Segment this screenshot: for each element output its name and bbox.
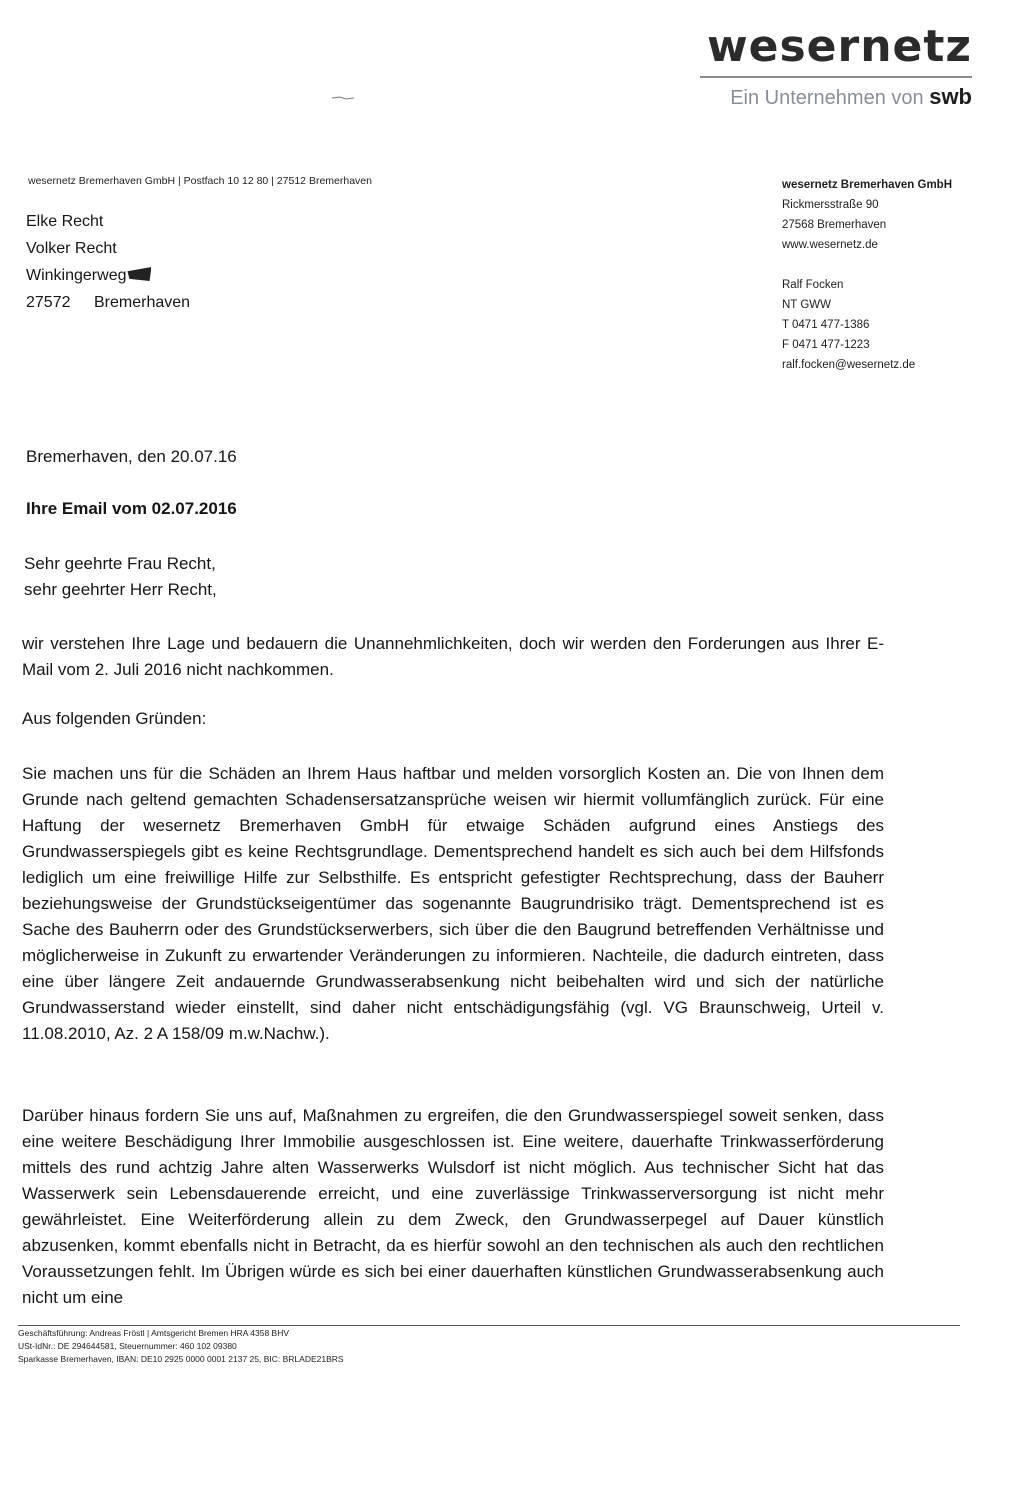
footer-management: Geschäftsführung: Andreas Fröstl | Amtsgericht Bremen HRA 4358 BHV: [18, 1328, 290, 1338]
recipient-name-2: Volker Recht: [26, 240, 117, 257]
company-street: Rickmersstraße 90: [782, 199, 879, 211]
footer-bank: Sparkasse Bremerhaven, IBAN: DE10 2925 0000 0001 2137 25, BIC: BRLADE21BRS: [18, 1354, 344, 1364]
contact-fax: F 0471 477-1223: [782, 339, 870, 351]
contact-department: NT GWW: [782, 299, 831, 311]
logo-tagline: [700, 84, 972, 111]
company-name: wesernetz Bremerhaven GmbH: [782, 179, 953, 191]
body-paragraph-2: Aus folgenden Gründen:: [22, 709, 207, 728]
recipient-street: Winkingerweg: [26, 267, 127, 284]
salutation-line-1: Sehr geehrte Frau Recht,: [24, 554, 216, 573]
body-paragraph-1: wir verstehen Ihre Lage und bedauern die Unannehmlichkeiten, doch wir werden den Forderungen aus Ihrer E-Mail vom 2. Juli 2016 nicht nachkommen.: [22, 634, 884, 679]
logo-parent-brand: swb: [929, 84, 972, 109]
letter-date: Bremerhaven, den 20.07.16: [26, 447, 237, 466]
redaction-mark: [127, 267, 151, 281]
body-paragraph-4: Darüber hinaus fordern Sie uns auf, Maßnahmen zu ergreifen, die den Grundwasserspiegel soweit senken, dass eine weitere Beschädigung Ihrer Immobilie ausgeschlossen ist. Eine weitere, dauerhafte Trinkwasserförderung mittels des rund achtzig Jahre alten Wasserwerks Wulsdorf ist nicht möglich. Aus technischer Sicht hat das Wasserwerk sein Lebensdauerende erreicht, und eine zuverlässige Trinkwasserversorgung ist nicht mehr gewährleistet. Eine Weiterförderung allein zu dem Zweck, den Grundwasserpegel auf Dauer künstlich abzusenken, kommt ebenfalls nicht in Betracht, da es hierfür sowohl an den technischen als auch den rechtlichen Voraussetzungen fehlt. Im Übrigen würde es sich bei einer dauerhaften künstlichen Grundwasserabsenkung auch nicht um eine: [22, 1106, 884, 1307]
company-website: www.wesernetz.de: [782, 239, 878, 251]
recipient-address: [26, 208, 190, 316]
contact-name: Ralf Focken: [782, 279, 844, 291]
salutation: [24, 551, 217, 603]
recipient-city: Bremerhaven: [94, 294, 191, 311]
footer-tax-ids: USt-IdNr.: DE 294644581, Steuernummer: 460 102 09380: [18, 1341, 237, 1351]
logo-divider: [700, 76, 972, 78]
company-city: 27568 Bremerhaven: [782, 219, 887, 231]
contact-email: ralf.focken@wesernetz.de: [782, 359, 916, 371]
recipient-zip: 27572: [26, 294, 71, 311]
contact-phone: T 0471 477-1386: [782, 319, 870, 331]
company-info-block: [782, 175, 952, 375]
wesernetz-logo: [700, 22, 972, 111]
logo-wordmark: wesernetz: [706, 21, 972, 72]
salutation-line-2: sehr geehrter Herr Recht,: [24, 580, 217, 599]
sender-return-line: wesernetz Bremerhaven GmbH | Postfach 10 12 80 | 27512 Bremerhaven: [28, 175, 372, 187]
letter-subject: Ihre Email vom 02.07.2016: [26, 499, 237, 518]
spacer: [782, 255, 952, 275]
footer-divider: [18, 1325, 960, 1326]
recipient-name-1: Elke Recht: [26, 213, 104, 230]
body-paragraph-3: Sie machen uns für die Schäden an Ihrem Haus haftbar und melden vorsorglich Kosten an. Die von Ihnen dem Grunde nach geltend gemachten Schadensersatzansprüche weisen wir hiermit vollumfänglich zurück. Für eine Haftung der wesernetz Bremerhaven GmbH für etwaige Schäden aufgrund eines Anstiegs des Grundwasserspiegels gibt es keine Rechtsgrundlage. Dementsprechend handelt es sich auch bei dem Hilfsfonds lediglich um eine freiwillige Hilfe zur Selbsthilfe. Es entspricht gefestigter Rechtsprechung, dass der Bauherr beziehungsweise der Grundstückseigentümer das sogenannte Baugrundrisiko trägt. Dementsprechend ist es Sache des Bauherrn oder des Grundstückserwerbers, sich über die den Baugrund betreffenden Verhältnisse und möglicherweise in Zukunft zu erwartender Veränderungen zu informieren. Nachteile, die dadurch eintreten, dass eine über längere Zeit andauernde Grundwasserabsenkung nicht beibehalten wird und sich der natürliche Grundwasserstand wieder einstellt, sind daher nicht entschädigungsfähig (vgl. VG Braunschweig, Urteil v. 11.08.2010, Az. 2 A 158/09 m.w.Nachw.).: [22, 764, 884, 1043]
recipient-city-line: [26, 289, 190, 316]
scan-artifact: [332, 96, 354, 100]
recipient-street-line: [26, 262, 190, 289]
letter-footer: [18, 1327, 344, 1366]
logo-tagline-text: Ein Unternehmen von: [730, 87, 924, 109]
